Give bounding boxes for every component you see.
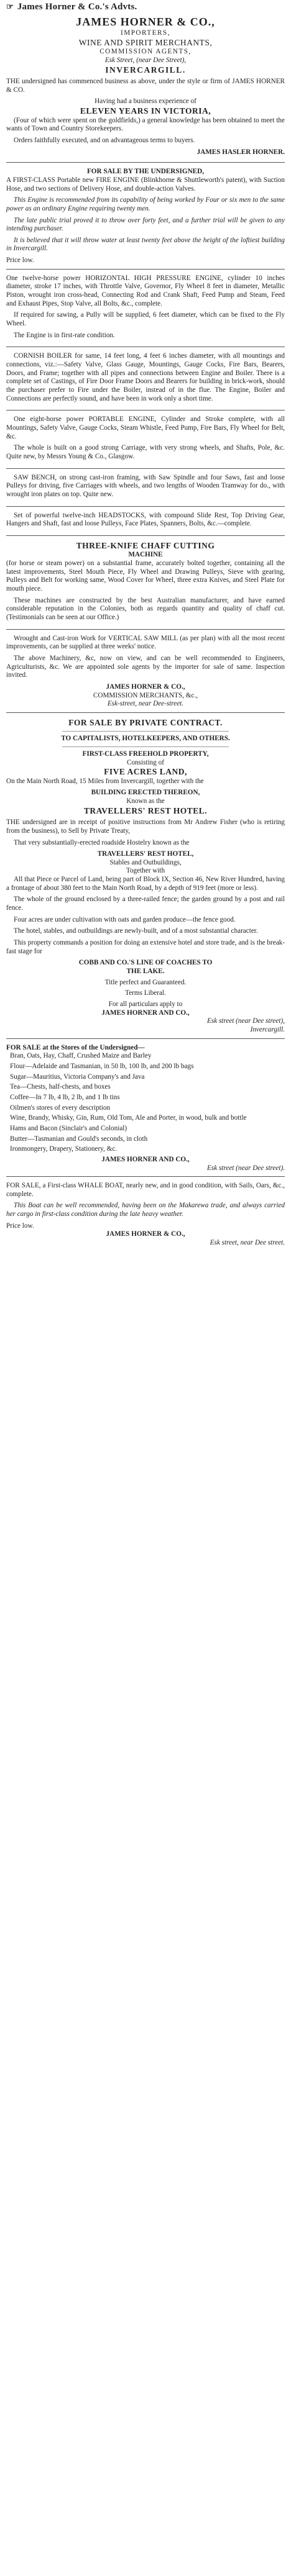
list-item: Coffee—In 7 lb, 4 lb, 2 lb, and 1 lb tins: [10, 1093, 120, 1101]
ad-headstocks: [6, 512, 285, 536]
list-item: Bran, Oats, Hay, Chaff, Crushed Maize and Barley: [10, 1052, 152, 1060]
ad-portable-engine: [6, 415, 285, 468]
property-heading: THE LAKE.: [126, 968, 165, 976]
ad-paragraph: Four acres are under cultivation with oats and garden produce—the fence good.: [14, 915, 236, 923]
notice-paragraph: Orders faithfully executed, and on advantageous terms to buyers.: [14, 136, 195, 144]
list-item: Butter—Tasmanian and Gould's seconds, in cloth: [10, 1135, 148, 1143]
ad-paragraph: THE undersigned are in receipt of positive instructions from Mr Andrew Fisher (who is retiring from the business), to Sell by Private Treaty,: [6, 819, 285, 835]
ad-paragraph: It is believed that it will throw water at least twenty feet above the height of the loftiest building in Invercargill.: [6, 236, 285, 253]
firm-address: Esk street, near Dee street.: [210, 1239, 285, 1247]
ad-paragraph: Set of powerful twelve-inch HEADSTOCKS, with compound Slide Rest, Top Driving Gear, Hangers and Shaft, fast and loose Pulleys, Face Plates, Spanners, Bolts, &c.—complete.: [6, 511, 285, 528]
ad-paragraph: The Engine is in first-rate condition.: [14, 331, 115, 339]
ad-fire-engine: [6, 168, 285, 270]
ad-paragraph: SAW BENCH, on strong cast-iron framing, with Saw Spindle and four Saws, fast and loose Pulleys for driving, five Carriages with wheels, and two lengths of Wooden Tramway for do., with wrought iron plates on top. Quite new.: [6, 473, 285, 498]
ad-stores-sale: [6, 1044, 285, 1177]
property-heading: BUILDING ERECTED THEREON,: [91, 789, 200, 797]
ad-paragraph: This property commands a position for doing an extensive hotel and store trade, and is the break-fast stage for: [6, 939, 285, 955]
page-title: James Horner & Co.'s Advts.: [17, 2, 137, 12]
property-line: Together with: [126, 867, 165, 875]
ad-horizontal-engine: [6, 274, 285, 348]
notice-paragraph: (Four of which were spent on the goldfields,) a general knowledge has been obtained to meet the wants of Town and Country Storekeepers.: [6, 116, 285, 133]
ad-paragraph: All that Piece or Parcel of Land, being part of Block IX, Section 46, New River Hundred, having a frontage of about 380 feet to the Main North Road, by a depth of 919 feet (more or less).: [6, 876, 285, 892]
list-item: Ironmongery, Drapery, Stationery, &c.: [10, 1145, 118, 1153]
notice-line: Having had a business experience of: [95, 98, 196, 106]
ad-saw-bench: [6, 474, 285, 507]
notice-highlight: ELEVEN YEARS IN VICTORIA,: [80, 106, 211, 116]
property-heading: FIVE ACRES LAND,: [104, 767, 187, 777]
ad-paragraph: On the Main North Road, 15 Miles from Invercargill, together with the: [6, 777, 204, 785]
ad-title: THREE-KNIFE CHAFF CUTTING: [76, 540, 215, 550]
property-line: Consisting of: [127, 758, 164, 766]
ad-paragraph: This Boat can be well recommended, having been on the Makarewa trade, and always carried her cargo in first-class condition during the late heavy weather.: [6, 1202, 285, 1218]
property-line: For all particulars apply to: [108, 1000, 183, 1008]
ad-paragraph: CORNISH BOILER for same, 14 feet long, 4 feet 6 inches diameter, with all mountings and connections, viz.:—Safety Valve, Glass Gauge, Mountings, Gauge Cocks, Fire Bars, Bearers, Doors, and Frame; together with all pipes and connections between Engine and Boiler. There is a complete set of Castings, of Fire Door Frame Doors and Bearers for building in brick-work, should the purchaser prefer to Fire under the Boiler, instead of in the flue. The Engine, Boiler and Connections are perfectly sound, and have been in work only a short time.: [6, 352, 285, 402]
ad-paragraph: One twelve-horse power HORIZONTAL HIGH PRESSURE ENGINE, cylinder 10 inches diameter, stroke 17 inches, with Throttle Valve, Governor, Fly Wheel 8 feet in diameter, Metallic Piston, wrought iron cross-head, Connecting Rod and Crank Shaft, Feed Pump and Steam, Feed and Exhaust Pipes, Stop Valve, all Bolts, &c., complete.: [6, 274, 285, 307]
ad-paragraph: FOR SALE, a First-class WHALE BOAT, nearly new, and in good condition, with Sails, Oars, &c., complete.: [6, 1182, 285, 1198]
firm-name: JAMES HORNER AND CO.,: [101, 1009, 190, 1017]
ad-whale-boat: [6, 1182, 285, 1251]
ad-paragraph: (for horse or steam power) on a substantial frame, accurately bolted together, containing all the latest improvements, Steel Mouth Piece, Fly Wheel and Drawing Pulleys, Sieve with gearing, Pulleys and Belt for working same, Wood Cover for Wheel, three extra Knives, and Steel Plate for mouth piece.: [6, 560, 285, 592]
ad-paragraph: The above Machinery, &c, now on view, and can be well recommended to Engineers, Agriculturists, &c. We are appointed sole agents by the importer for sale of same. Inspection invited.: [6, 654, 285, 679]
firm-name: JAMES HORNER & CO.,: [106, 683, 185, 691]
notice-paragraph: THE undersigned has commenced business as above, under the style or firm of JAMES HORNER & CO.: [6, 78, 285, 94]
ad-title: FOR SALE at the Stores of the Undersigned—: [6, 1043, 145, 1051]
ad-hotel-sale: [6, 718, 285, 1039]
page-header: [6, 1, 285, 12]
list-item: Sugar—Mauritius, Victoria Company's and Java: [10, 1073, 145, 1081]
firm-name: JAMES HORNER & CO.,: [76, 16, 215, 29]
firm-name: JAMES HORNER & CO.,: [106, 1230, 185, 1238]
ad-business-notice: [6, 16, 285, 163]
ad-paragraph: Wrought and Cast-iron Work for VERTICAL SAW MILL (as per plan) with all the most recent improvements, can be supplied at three weeks' notice.: [6, 634, 285, 651]
list-item: Wine, Brandy, Whisky, Gin, Rum, Old Tom, Ale and Porter, in wood, bulk and bottle: [10, 1114, 247, 1122]
ad-title: FOR SALE BY THE UNDERSIGNED,: [86, 168, 205, 176]
list-item: Oilmen's stores of every description: [10, 1104, 111, 1112]
firm-line: WINE AND SPIRIT MERCHANTS,: [78, 37, 213, 47]
firm-address: Esk street (near Dee street),: [207, 1017, 285, 1025]
ad-saw-mill: [6, 635, 285, 713]
property-heading: COBB AND CO.'S LINE OF COACHES TO: [78, 959, 213, 967]
pointing-hand-icon: ☞: [6, 2, 14, 12]
firm-line: COMMISSION MERCHANTS, &c.,: [93, 691, 198, 699]
list-item: Tea—Chests, half-chests, and boxes: [10, 1083, 111, 1091]
ad-chaff-cutter: [6, 541, 285, 630]
property-line: Terms Liberal.: [125, 989, 166, 997]
firm-address: Esk-street, near Dee-street.: [107, 700, 184, 708]
signature: JAMES HASLER HORNER.: [196, 148, 285, 156]
firm-name: JAMES HORNER AND CO.,: [101, 1155, 190, 1163]
firm-line: COMMISSION AGENTS,: [99, 48, 192, 56]
ad-paragraph: This Engine is recommended from its capability of being worked by Four or six men to the same power as an ordinary Engine requiring twenty men.: [6, 196, 285, 212]
ad-title: FOR SALE BY PRIVATE CONTRACT.: [68, 717, 223, 727]
divider: [62, 746, 229, 747]
ad-subtitle: TO CAPITALISTS, HOTELKEEPERS, AND OTHERS.: [61, 735, 230, 743]
ad-paragraph: The late public trial proved it to throw over forty feet, and a further trial will be given to any intending purchaser.: [6, 216, 285, 233]
ad-paragraph: A FIRST-CLASS Portable new FIRE ENGINE (Blinkhorne & Shuttleworth's patent), with Suction Hose, and two sections of Delivery Hose, and double-action Valves.: [6, 176, 285, 193]
ad-cornish-boiler: [6, 352, 285, 410]
property-line: Stables and Outbuildings,: [109, 858, 182, 866]
property-line: Known as the: [126, 797, 165, 805]
property-heading: TRAVELLERS' REST HOTEL.: [83, 805, 208, 815]
ad-title: MACHINE: [128, 551, 163, 559]
ad-paragraph: That very substantially-erected roadside Hostelry known as the: [14, 838, 190, 846]
ad-paragraph: These machines are constructed by the best Australian manufacturer, and have earned considerable reputation in the Colonies, both as regards quantity and quality of chaff cut. (Testimonials can be seen at our Office.): [6, 596, 285, 621]
firm-line: IMPORTERS,: [121, 29, 170, 37]
list-item: Hams and Bacon (Sinclair's and Colonial): [10, 1124, 127, 1132]
property-heading: TRAVELLERS' REST HOTEL,: [97, 850, 194, 858]
goods-list: [6, 1052, 285, 1154]
ad-paragraph: The whole is built on a good strong Carriage, with very strong wheels, and Shafts, Pole, &c. Quite new, by Messrs Young & Co., Glasgow.: [6, 444, 285, 460]
divider: [62, 731, 229, 732]
firm-town: Invercargill.: [250, 1025, 285, 1033]
firm-address: Esk street (near Dee street).: [207, 1164, 285, 1172]
ad-paragraph: If required for sawing, a Pully will be supplied, 6 feet diameter, which can be fixed to the Fly Wheel.: [6, 311, 285, 328]
ad-paragraph: The whole of the ground enclosed by a three-railed fence; the garden ground by a post and rail fence.: [6, 896, 285, 912]
property-line: Title perfect and Guaranteed.: [104, 978, 187, 986]
firm-address: Esk Street, (near Dee Street),: [104, 57, 187, 65]
ad-paragraph: One eight-horse power PORTABLE ENGINE, Cylinder and Stroke complete, with all Mountings, Safety Valve, Gauge Cocks, Steam Whistle, Feed Pump, Fire Bars, Fly Wheel for Belt, &c.: [6, 415, 285, 440]
firm-town: INVERCARGILL.: [105, 65, 186, 75]
ad-paragraph: The hotel, stables, and outbuildings are newly-built, and of a most substantial character.: [14, 927, 258, 935]
property-heading: FIRST-CLASS FREEHOLD PROPERTY,: [82, 750, 209, 758]
price-note: Price low.: [6, 256, 34, 265]
price-note: Price low.: [6, 1222, 34, 1230]
list-item: Flour—Adelaide and Tasmanian, in 50 lb, 100 lb, and 200 lb bags: [10, 1062, 194, 1070]
